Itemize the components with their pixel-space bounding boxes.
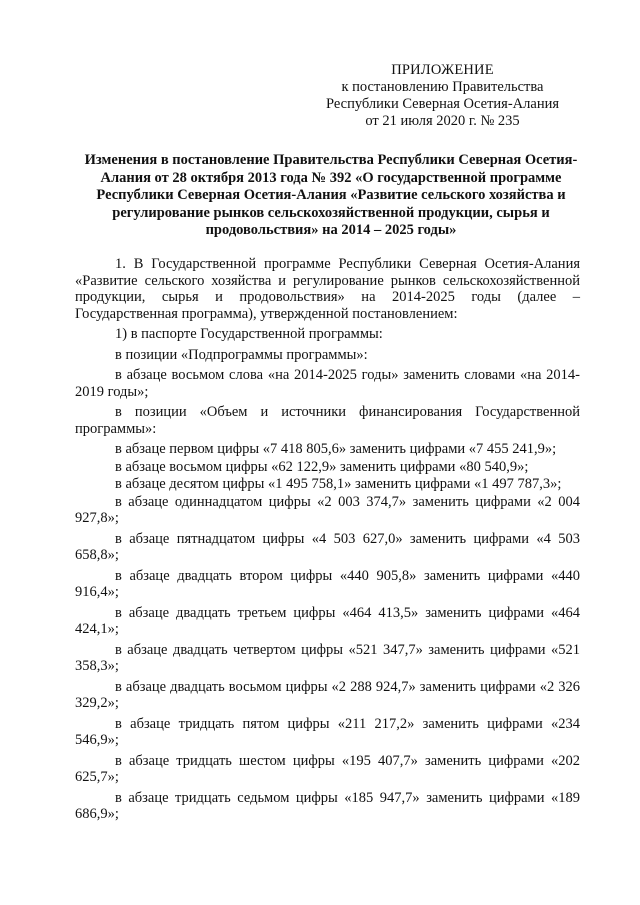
paragraph: в абзаце одиннадцатом цифры «2 003 374,7» заменить цифрами «2 004 927,8»; [75,493,580,526]
paragraph: в абзаце двадцать четвертом цифры «521 347,7» заменить цифрами «521 358,3»; [75,641,580,674]
paragraph: в абзаце десятом цифры «1 495 758,1» заменить цифрами «1 497 787,3»; [115,476,562,492]
appendix-line-1: к постановлению Правительства [341,79,544,95]
paragraph: в абзаце двадцать восьмом цифры «2 288 924,7» заменить цифрами «2 326 329,2»; [75,678,580,711]
appendix-line-3: от 21 июля 2020 г. № 235 [365,113,520,129]
paragraph: в абзаце тридцать пятом цифры «211 217,2» заменить цифрами «234 546,9»; [75,715,580,748]
paragraph: в абзаце тридцать шестом цифры «195 407,7» заменить цифрами «202 625,7»; [75,752,580,785]
appendix-block [300,62,585,130]
paragraph: 1. В Государственной программе Республики Северная Осетия-Алания «Развитие сельского хозяйства и регулирование рынков сельскохозяйственной продукции, сырья и продовольствия» на 2014-2025 годы (далее – Государственная программа), утвержденной постановлением: [75,256,580,322]
paragraph: в абзаце двадцать втором цифры «440 905,8» заменить цифрами «440 916,4»; [75,567,580,600]
paragraph: в позиции «Объем и источники финансирования Государственной программы»: [75,404,580,437]
appendix-title: ПРИЛОЖЕНИЕ [391,62,494,78]
paragraph: в абзаце двадцать третьем цифры «464 413,5» заменить цифрами «464 424,1»; [75,604,580,637]
paragraph: 1) в паспорте Государственной программы: [115,326,383,342]
paragraph: в позиции «Подпрограммы программы»: [115,346,368,363]
paragraph: в абзаце восьмом слова «на 2014-2025 годы» заменить словами «на 2014-2019 годы»; [75,367,580,400]
paragraph: в абзаце пятнадцатом цифры «4 503 627,0» заменить цифрами «4 503 658,8»; [75,530,580,563]
document-body [75,256,580,827]
appendix-line-2: Республики Северная Осетия-Алания [325,96,560,112]
paragraph: в абзаце тридцать седьмом цифры «185 947,7» заменить цифрами «189 686,9»; [75,789,580,822]
paragraph: в абзаце восьмом цифры «62 122,9» заменить цифрами «80 540,9»; [115,458,529,475]
document-heading: Изменения в постановление Правительства Республики Северная Осетия-Алания от 28 октября 2013 года № 392 «О государственной программе Республики Северная Осетия-Алания «Развитие сельского хозяйства и регулирование рынков сельскохозяйственной продукции, сырья и продовольствия» на 2014 – 2025 годы» [84,152,578,238]
paragraph: в абзаце первом цифры «7 418 805,6» заменить цифрами «7 455 241,9»; [115,441,557,457]
